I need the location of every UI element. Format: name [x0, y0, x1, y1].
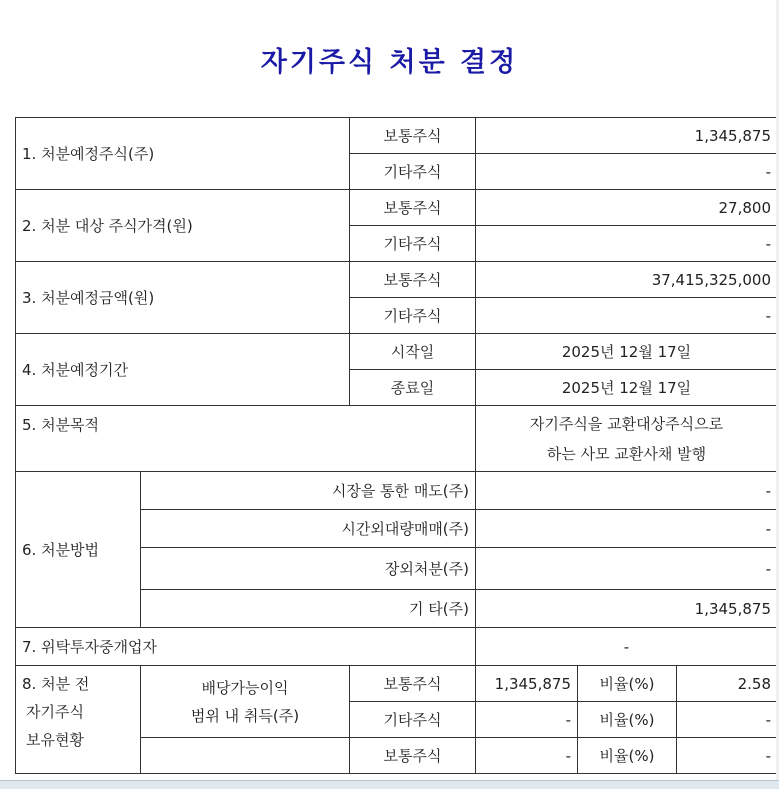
- cell-value: -: [476, 628, 778, 666]
- table-row: [16, 406, 778, 472]
- sub-label-line: 배당가능이익: [201, 678, 289, 697]
- cell-label: 보통주식: [350, 738, 476, 774]
- table-row: [16, 334, 778, 370]
- cell-label: 시작일: [350, 334, 476, 370]
- cell-label: 기 타(주): [141, 590, 476, 628]
- cell-label: 시장을 통한 매도(주): [141, 472, 476, 510]
- cell-value: 2025년 12월 17일: [476, 334, 778, 370]
- cell-value: [476, 406, 778, 472]
- row-label: 7. 위탁투자중개업자: [16, 628, 476, 666]
- cell-value: 1,345,875: [476, 666, 578, 702]
- cell-label: 보통주식: [350, 666, 476, 702]
- table-row: [16, 262, 778, 298]
- cell-value: -: [476, 298, 778, 334]
- cell-label: 보통주식: [350, 262, 476, 298]
- row-label-line: 자기주식: [26, 703, 84, 721]
- cell-value: 37,415,325,000: [476, 262, 778, 298]
- cell-value: -: [677, 738, 778, 774]
- cell-label: 기타주식: [350, 226, 476, 262]
- cell-label: 기타주식: [350, 154, 476, 190]
- cell-label: 비율(%): [578, 738, 677, 774]
- cell-label: 비율(%): [578, 702, 677, 738]
- row-label: 5. 처분목적: [16, 406, 476, 472]
- cell-label: 보통주식: [350, 118, 476, 154]
- cell-label: 기타주식: [350, 298, 476, 334]
- cell-value: -: [476, 702, 578, 738]
- cell-value: 2.58: [677, 666, 778, 702]
- row-label-line: 보유현황: [26, 731, 84, 749]
- row-label: 3. 처분예정금액(원): [16, 262, 350, 334]
- cell-label: 시간외대량매매(주): [141, 510, 476, 548]
- cell-label: 장외처분(주): [141, 548, 476, 590]
- cell-value: 27,800: [476, 190, 778, 226]
- table-row: [16, 628, 778, 666]
- row-label: 4. 처분예정기간: [16, 334, 350, 406]
- table-row: [16, 118, 778, 154]
- table-row: [16, 472, 778, 510]
- cell-label: 종료일: [350, 370, 476, 406]
- disposal-table: [15, 117, 778, 774]
- cell-value: -: [476, 548, 778, 590]
- page-title: 자기주식 처분 결정: [260, 47, 519, 78]
- cell-label: [141, 738, 350, 774]
- purpose-line: 자기주식을 교환대상주식으로: [529, 414, 724, 433]
- table-row: [16, 190, 778, 226]
- row-label-line: 8. 처분 전: [22, 675, 90, 693]
- cell-label: 기타주식: [350, 702, 476, 738]
- cell-value: -: [476, 472, 778, 510]
- cell-label: [141, 666, 350, 738]
- cell-value: -: [476, 510, 778, 548]
- sub-label-line: 범위 내 취득(주): [190, 706, 300, 725]
- cell-value: -: [476, 154, 778, 190]
- row-label: 2. 처분 대상 주식가격(원): [16, 190, 350, 262]
- purpose-line: 하는 사모 교환사채 발행: [546, 444, 707, 463]
- cell-value: 1,345,875: [476, 118, 778, 154]
- row-label: 6. 처분방법: [16, 472, 141, 628]
- cell-value: 2025년 12월 17일: [476, 370, 778, 406]
- cell-value: 1,345,875: [476, 590, 778, 628]
- cell-label: 비율(%): [578, 666, 677, 702]
- cell-value: -: [476, 738, 578, 774]
- table-row: [16, 666, 778, 702]
- row-label: [16, 666, 141, 774]
- cell-value: -: [476, 226, 778, 262]
- cell-value: -: [677, 702, 778, 738]
- row-label: 1. 처분예정주식(주): [16, 118, 350, 190]
- cell-label: 보통주식: [350, 190, 476, 226]
